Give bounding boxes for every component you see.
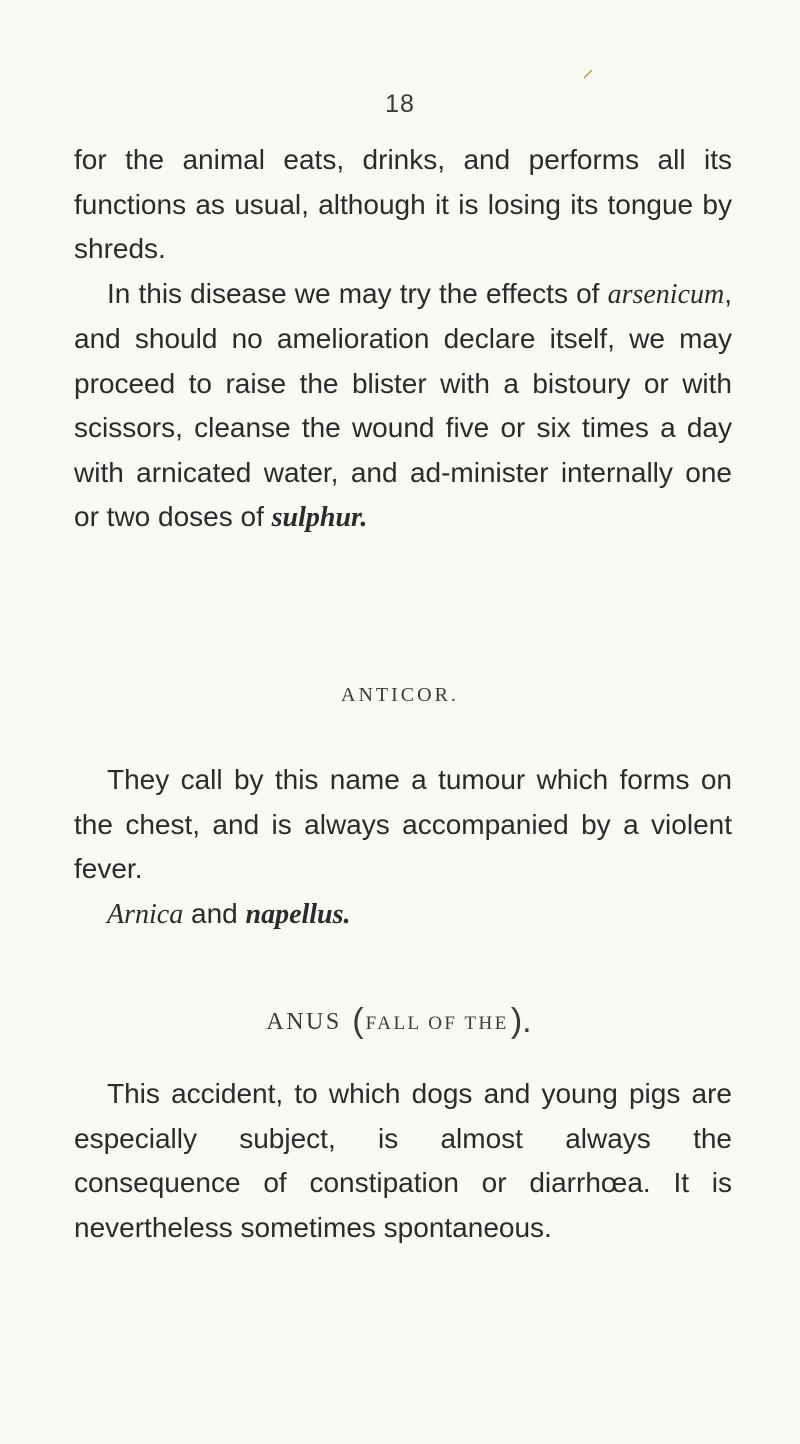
section-anus-body [74, 1072, 732, 1250]
heading-anus-close-paren: ). [510, 1002, 532, 1040]
paragraph-continuation: for the animal eats, drinks, and performs all its functions as usual, although it is losing its tongue by shreds. [74, 144, 732, 264]
section-anticor-body [74, 758, 732, 937]
paragraph-anus: This accident, to which dogs and young pigs are especially subject, is almost always the consequence of constipation or diarrhœa. It is nevertheless sometimes spontaneous. [74, 1078, 732, 1243]
paragraph-arsenicum-pre: In this disease we may try the effects of [107, 277, 608, 309]
remedy-joiner: and [183, 897, 246, 929]
term-sulphur: sulphur. [271, 502, 368, 533]
remedy-napellus: napellus. [245, 898, 351, 930]
heading-anus-sub: FALL OF THE [365, 1013, 509, 1034]
page-number: 18 [385, 90, 415, 118]
section-heading-anus [0, 1002, 800, 1041]
heading-anus-main: ANUS [266, 1009, 342, 1035]
paragraph-anticor: They call by this name a tumour which forms on the chest, and is always accompanied by a violent fever. [74, 764, 732, 884]
paragraph-arsenicum-mid: , and should no amelioration declare itself, we may proceed to raise the blister with a bistoury or with scissors, cleanse the wound five or six times a day with arnicated water, and ad-minister internally one or two doses of [74, 277, 732, 532]
paragraph-anticor-remedies [74, 892, 732, 938]
body-text-top [74, 138, 732, 541]
section-heading-anticor: ANTICOR. [341, 684, 459, 706]
heading-anus-open-paren: ( [352, 1002, 364, 1040]
remedy-arnica: Arnica [107, 898, 184, 930]
term-arsenicum: arsenicum [607, 278, 725, 310]
pencil-mark-icon [583, 68, 594, 79]
paragraph-arsenicum [74, 272, 732, 541]
